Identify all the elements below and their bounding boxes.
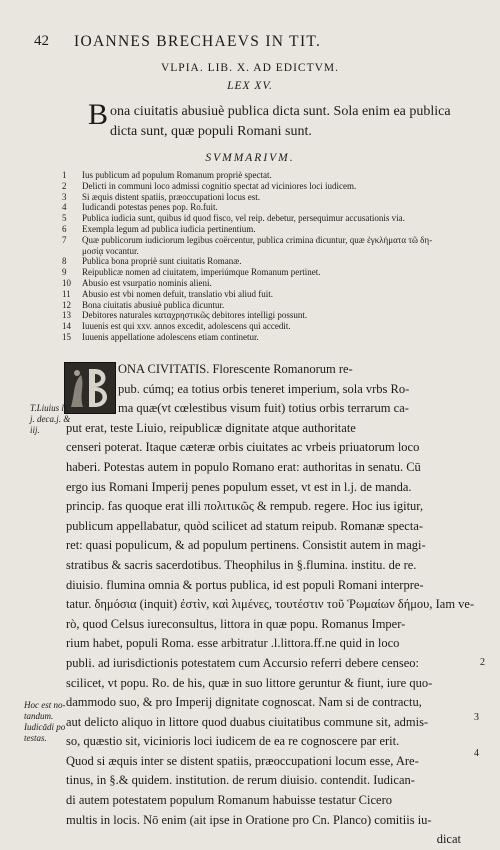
body-line: ret: quasi populicum, & ad populum pertinens. Consistit autem in magi- (66, 538, 426, 553)
summarium-item-text: μοσίᾳ vocantur. (82, 245, 139, 256)
body-line: censeri poterat. Itaque cæteræ orbis ciuitates ac vrbeis priuatorum loco (66, 440, 420, 455)
body-line: ergo ius Romani Imperij penes populum esset, vt est in l.j. de manda. (66, 479, 412, 494)
margin-number-3: 3 (474, 712, 479, 723)
summarium-item-number: 1 (62, 170, 67, 180)
summarium-item-text: Iudicandi potestas penes pop. Ro.fuit. (82, 202, 218, 213)
lead-initial: B (88, 98, 109, 131)
summarium-item (62, 213, 482, 224)
summarium-item-number: 10 (62, 277, 71, 288)
margin-number-4: 4 (474, 748, 479, 759)
body-line: diuisio. flumina omnia & portus publica, id est populi Romani interpre- (66, 577, 424, 592)
body-line: publi. ad iurisdictionis potestatem cum Accursio referri debere censeo: (66, 655, 420, 670)
running-title: IOANNES BRECHAEVS IN TIT. (74, 33, 322, 50)
summarium-item-text: Publica bona propriè sunt ciuitatis Romanæ. (82, 256, 242, 267)
margin-note-livius (30, 403, 70, 436)
summarium-item (62, 192, 482, 203)
body-line: di autem potestatem populum Romanum habuisse testatur Cicero (66, 793, 392, 808)
summarium-item-number: 11 (62, 288, 71, 299)
margin-note-line: Hoc est no- (24, 700, 66, 710)
margin-note-line: T.Liuius li. (30, 403, 69, 413)
margin-note-line: tandum. (24, 711, 54, 721)
summarium-item-text: Ius publicum ad populum Romanum propriè spectat. (82, 170, 272, 180)
summarium-item-number: 3 (62, 191, 67, 202)
body-line: ma quæ(vt cœlestibus visum fuit) totius orbis terrarum ca- (118, 401, 409, 416)
summarium-item (62, 310, 482, 321)
margin-note-line: iij. (30, 425, 40, 435)
summarium-item (62, 256, 482, 267)
lex-heading: LEX XV. (227, 80, 273, 92)
summarium-item (62, 235, 482, 246)
body-line: pub. cúmq; ea totius orbis teneret imperium, sola vrbs Ro- (118, 381, 410, 396)
page-number: 42 (34, 33, 49, 49)
summarium-item (62, 267, 482, 278)
summarium-item-number: 9 (62, 267, 67, 278)
summarium-item-text: Si æquis distent spatiis, præoccupationi locus est. (82, 191, 260, 202)
margin-note-line: testas. (24, 733, 47, 743)
summarium-item-text: Iuuenis appellatione adolescens etiam continetur. (82, 331, 259, 342)
summarium-item (62, 170, 482, 181)
lead-line-1: ona ciuitatis abusiuè publica dicta sunt. Sola enim ea publica (110, 104, 451, 119)
body-text (66, 360, 475, 850)
summarium-item-number: 12 (62, 299, 71, 310)
body-line: aut delicto aliquo in littore quod duabus ciuitatibus commune sit, admis- (66, 714, 429, 729)
body-line: haberi. Potestas autem in populo Romano erat: authoritas in senatu. Cū (66, 459, 421, 474)
summarium-item-text: Abusio est vsurpatio nominis alieni. (82, 277, 212, 288)
summarium-item (62, 246, 482, 257)
body-line: multis in locis. Nō enim (ait ipse in Oratione pro Cn. Planco) comitiis iu- (66, 812, 432, 827)
body-line: princip. fas quoque erat illi πολιτικῶς & rempub. regere. Hoc ius igitur, (66, 499, 424, 514)
summarium-item-number: 7 (62, 234, 67, 245)
section-subtitle: VLPIA. LIB. X. AD EDICTVM. (160, 62, 340, 74)
body-line: ONA CIVITATIS. Florescente Romanorum re- (118, 362, 353, 376)
body-line: so, quæstio sit, vicinioris loci iudicem de ea re cognoscere par erit. (66, 734, 400, 749)
body-line: dicat (436, 832, 461, 847)
body-line: stratibus & sacris sacerdotibus. Theophilus in §.flumina. institu. de re. (66, 557, 417, 572)
summarium-item-text: Iuuenis est qui xxv. annos excedit, adolescens qui accedit. (82, 321, 291, 332)
summarium-item-text: Reipublicæ nomen ad ciuitatem, imperiúmque Romanum pertinet. (82, 267, 321, 278)
summarium-list (62, 170, 482, 343)
summarium-item-number: 4 (62, 202, 67, 213)
summarium-item-number: 8 (62, 256, 67, 267)
summarium-item (62, 300, 482, 311)
body-line: dammodo suo, & pro Imperij dignitate cognoscat. Nam si de contractu, (66, 695, 422, 710)
summarium-item (62, 321, 482, 332)
summarium-item-number: 5 (62, 213, 67, 224)
body-line: publicum appellabatur, quòd scilicet ad statum reipub. Romanæ specta- (66, 518, 424, 533)
summarium-item-text: Abusio est vbi nomen defuit, translatio vbi aliud fuit. (82, 288, 273, 299)
summarium-heading: SVMMARIVM. (205, 152, 295, 164)
lead-line-2: dicta sunt, quæ populi Romani sunt. (110, 124, 312, 139)
margin-number-2: 2 (480, 657, 485, 668)
summarium-item-text: Quæ publicorum iudiciorum legibus coërcentur, publica crimina dicuntur, quæ ἐγκλήματα τῶ δη- (82, 234, 433, 245)
body-line: put erat, teste Liuio, reipublicæ dignitate atque authoritate (66, 420, 356, 435)
summarium-item (62, 278, 482, 289)
body-line: Quod si æquis inter se distent spatiis, præoccupationi locum esse, Are- (66, 753, 419, 768)
summarium-item-number: 13 (62, 310, 71, 321)
body-line: tinus, in §.& quidem. institution. de rerum diuisio. contendit. Iudican- (66, 773, 415, 788)
margin-note-notandum (24, 700, 66, 744)
body-line: rò, quod Celsus iureconsultus, littora in quæ popu. Romanus Imper- (66, 616, 406, 631)
margin-note-line: Iudicādi po (24, 722, 66, 732)
summarium-item-text: Debitores naturales καταχρηστικῶς debitores intelligi possunt. (82, 310, 308, 321)
summarium-item-number: 14 (62, 321, 71, 332)
summarium-item-text: Publica iudicia sunt, quibus id quod fisco, vel reip. debetur, persequimur accusationis via. (82, 213, 405, 224)
summarium-item (62, 224, 482, 235)
body-line: tatur. δημόσια (inquit) ἐστὶν, καὶ λιμένες, τουτέστιν τοῦ Ῥωμαίων δήμου, Iam ve- (66, 597, 475, 612)
margin-note-line: j. deca.j. & (30, 414, 71, 424)
summarium-item-text: Bona ciuitatis abusiuè publica dicuntur. (82, 299, 225, 310)
summarium-item-number: 15 (62, 331, 71, 342)
summarium-item (62, 332, 482, 343)
summarium-item (62, 289, 482, 300)
summarium-item-number: 2 (62, 180, 67, 191)
summarium-item-text: Exempla legum ad publica iudicia pertinentium. (82, 223, 256, 234)
summarium-item (62, 181, 482, 192)
summarium-item-text: Delicti in communi loco admissi cognitio spectat ad viciniores loci iudicem. (82, 180, 357, 191)
summarium-item-number: 6 (62, 223, 67, 234)
body-line: scilicet, vt popu. Ro. de his, quæ in suo littore geruntur & fiunt, iure quo- (66, 675, 433, 690)
summarium-item (62, 202, 482, 213)
body-line: rium habet, populi Roma. esse arbitratur .l.littora.ff.ne quid in loco (66, 636, 400, 651)
